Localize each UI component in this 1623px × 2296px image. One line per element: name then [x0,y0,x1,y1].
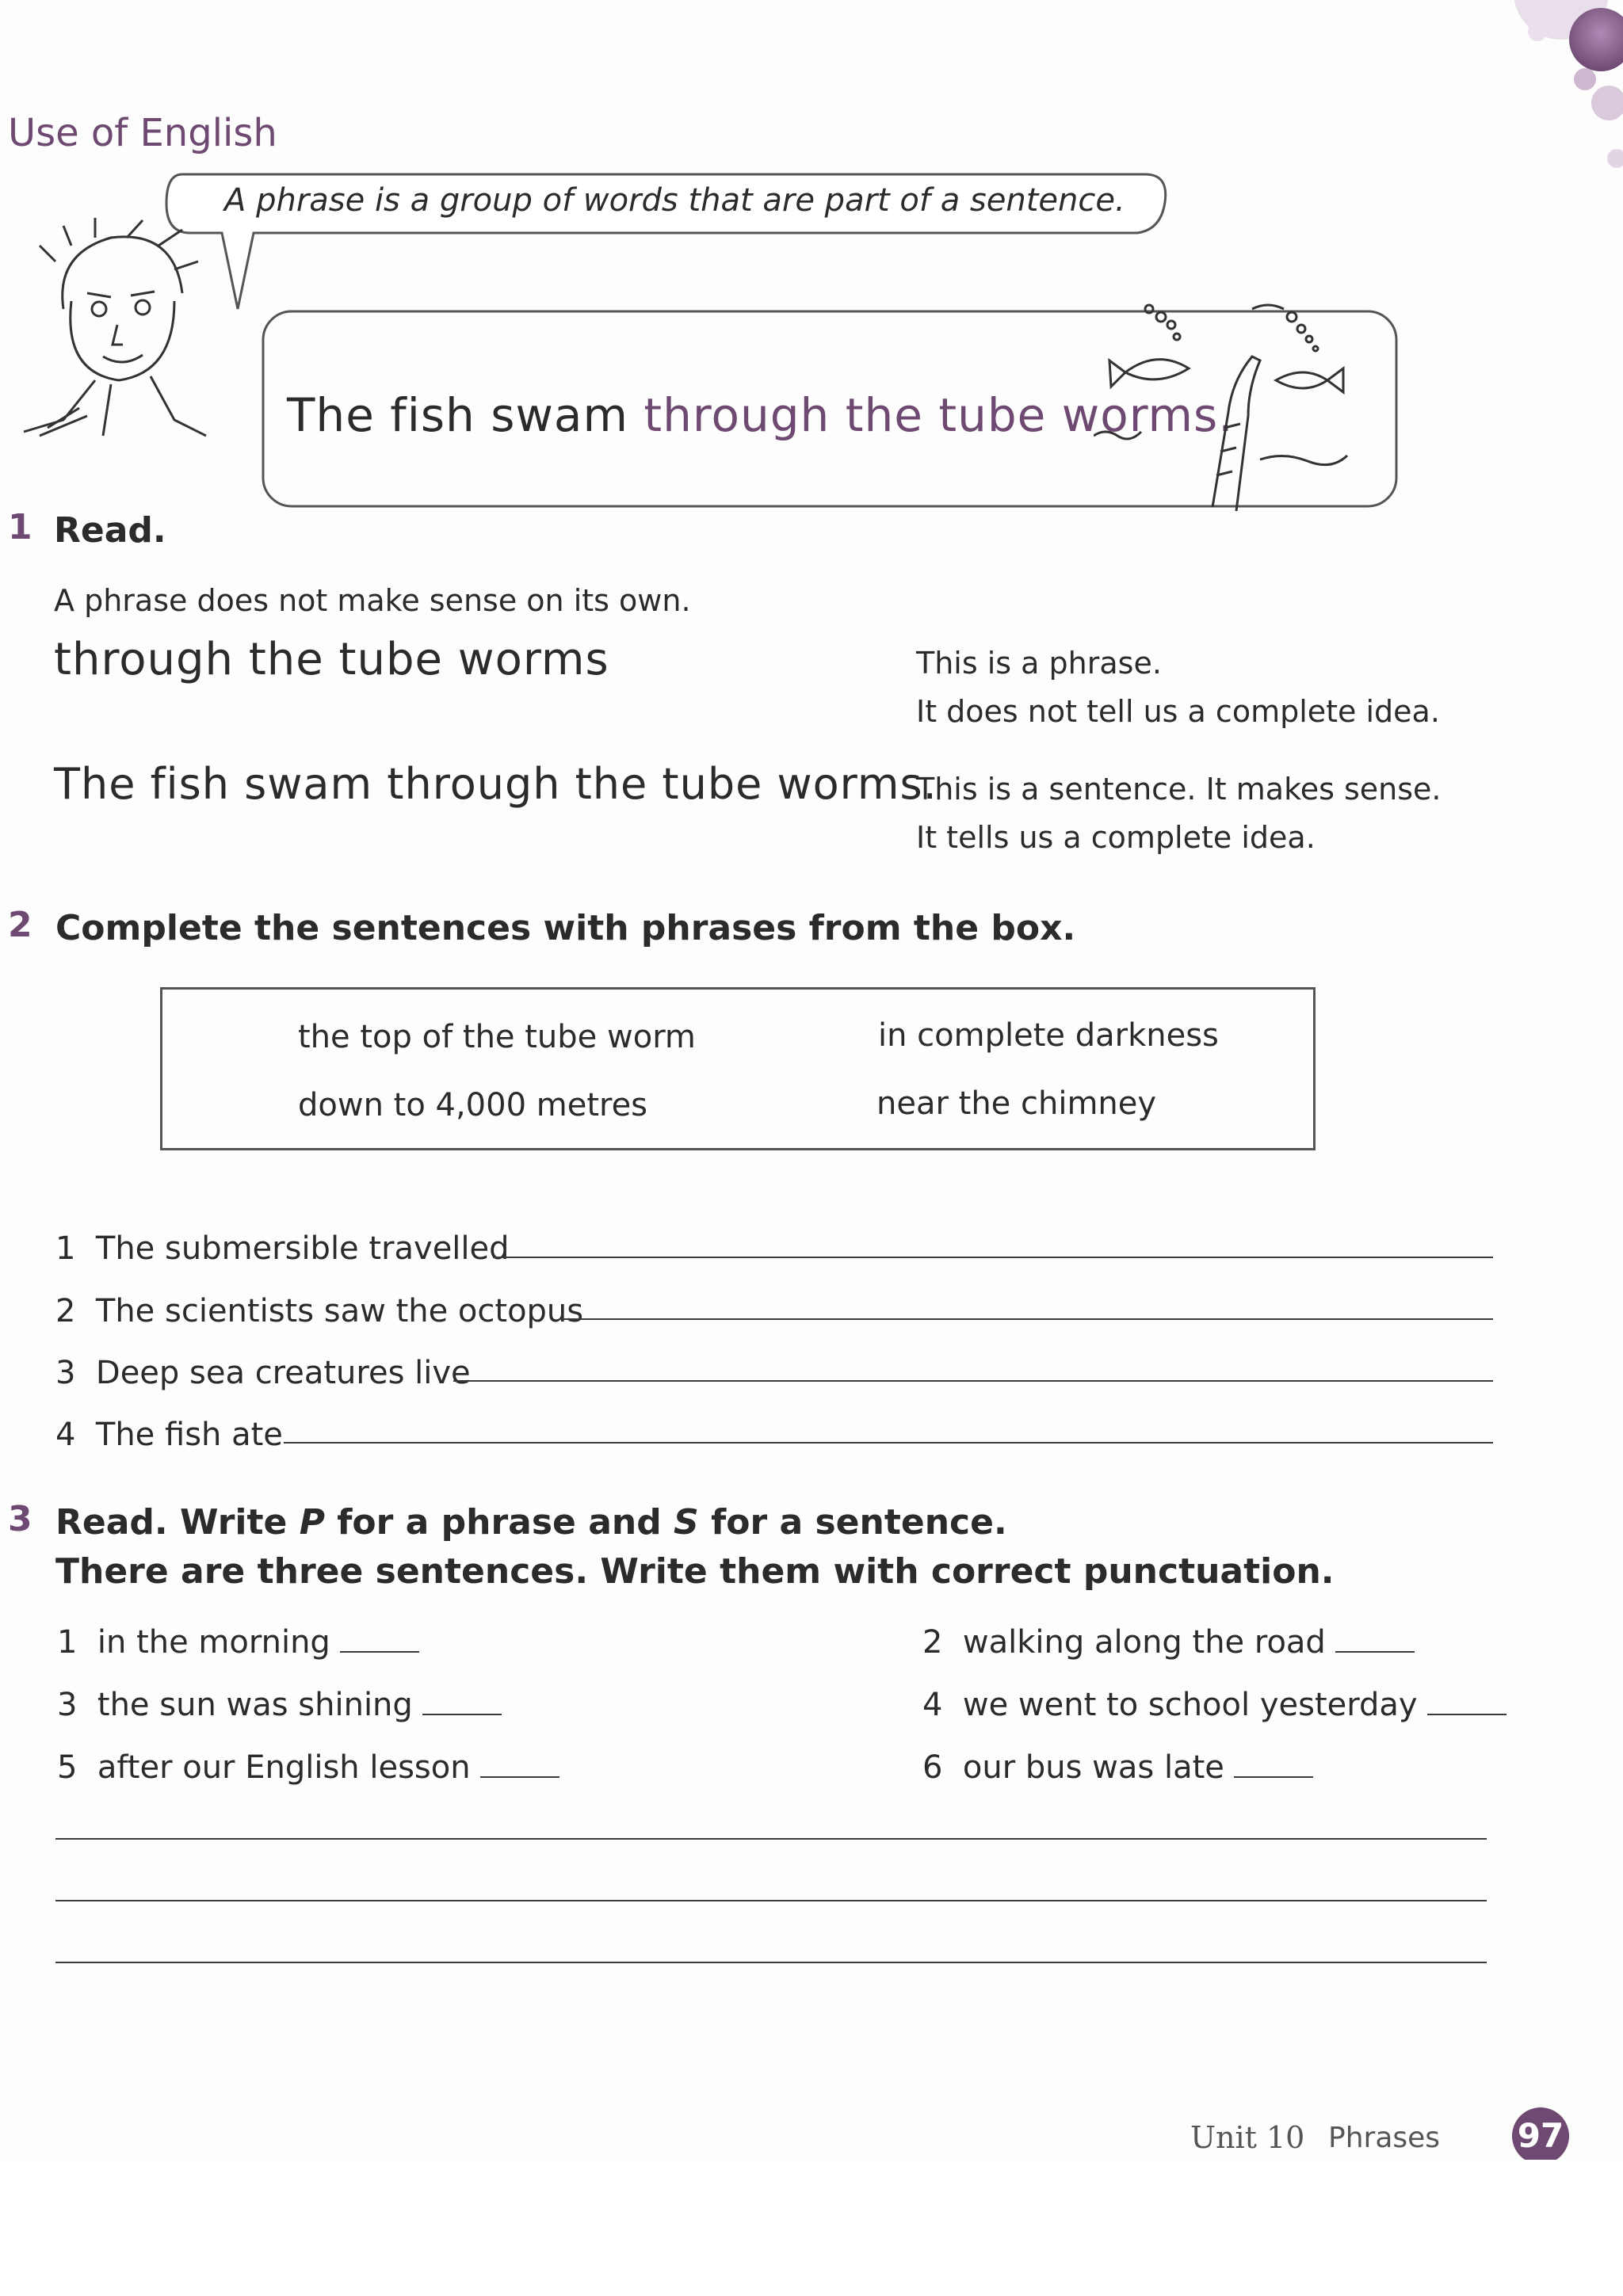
example-prefix: The fish swam [287,388,644,442]
example-sentence [287,388,1234,442]
answer-line[interactable] [493,1257,1493,1258]
instruction-part: for a sentence. [698,1502,1007,1543]
phrase-box-item: in complete darkness [878,1017,1219,1054]
item-number: 2 [55,1293,76,1329]
phrase-example: through the tube worms [54,634,609,685]
sentence-note-2: It tells us a complete idea. [916,820,1316,855]
item-number: 4 [55,1417,76,1453]
item-text: The fish ate [95,1417,283,1453]
ex2-item-1 [55,1230,510,1267]
answer-blank[interactable] [422,1714,502,1715]
item-number: 1 [57,1624,78,1661]
footer-topic: Phrases [1328,2122,1441,2154]
fish-tubeworm-illustration [1094,293,1355,515]
speech-bubble-text: A phrase is a group of words that are part of a sentence. [224,182,1125,219]
answer-line[interactable] [284,1442,1493,1444]
phrase-box [160,987,1316,1150]
answer-line[interactable] [559,1318,1493,1320]
item-text: the sun was shining [97,1687,413,1723]
exercise-3-number: 3 [8,1499,32,1539]
item-text: in the morning [97,1624,330,1661]
instruction-part: Read. Write [55,1502,300,1543]
section-title: Use of English [8,111,277,155]
ex2-item-4 [55,1417,283,1453]
ex3-item [57,1624,419,1661]
answer-blank[interactable] [480,1776,559,1778]
ex2-item-2 [55,1293,583,1329]
exercise-3-instruction-2: There are three sentences. Write them with correct punctuation. [55,1551,1335,1592]
writing-line[interactable] [55,1838,1487,1840]
answer-blank[interactable] [1335,1651,1415,1653]
item-number: 1 [55,1230,76,1267]
item-number: 2 [922,1624,943,1661]
phrase-box-item: down to 4,000 metres [298,1087,648,1123]
ex3-item [922,1687,1507,1723]
item-text: Deep sea creatures live [95,1355,471,1391]
item-number: 4 [922,1687,943,1723]
exercise-1-number: 1 [8,507,32,547]
answer-blank[interactable] [1427,1714,1507,1715]
sentence-example: The fish swam through the tube worms. [54,759,938,809]
instruction-part: for a phrase and [324,1502,674,1543]
item-text: walking along the road [962,1624,1326,1661]
sentence-note-1: This is a sentence. It makes sense. [916,772,1442,807]
item-number: 3 [55,1355,76,1391]
answer-blank[interactable] [1234,1776,1313,1778]
ex3-item [57,1687,502,1723]
boy-illustration [16,214,214,444]
answer-blank[interactable] [340,1651,419,1653]
ex3-item [922,1749,1313,1786]
item-text: we went to school yesterday [962,1687,1418,1723]
item-text: after our English lesson [97,1749,471,1786]
phrase-note-1: This is a phrase. [916,646,1162,681]
phrase-note-2: It does not tell us a complete idea. [916,694,1440,729]
exercise-2-instruction: Complete the sentences with phrases from the box. [55,908,1076,948]
item-number: 5 [57,1749,78,1786]
writing-line[interactable] [55,1962,1487,1963]
item-text: The scientists saw the octopus [95,1293,584,1329]
instruction-part: P [299,1502,325,1543]
exercise-1-instruction: Read. [54,510,166,551]
item-text: The submersible travelled [95,1230,510,1267]
writing-line[interactable] [55,1900,1487,1901]
footer-unit: Unit 10 [1190,2120,1305,2155]
decorative-dots [1442,0,1623,206]
exercise-1-intro: A phrase does not make sense on its own. [54,583,691,618]
exercise-3-instruction-1 [55,1502,1007,1543]
exercise-2-number: 2 [8,905,32,945]
answer-line[interactable] [453,1380,1493,1382]
page-number-badge: 97 [1512,2107,1569,2160]
ex3-item [57,1749,559,1786]
example-highlight: through the tube worms. [643,388,1234,442]
ex3-item [922,1624,1415,1661]
phrase-box-item: near the chimney [876,1085,1157,1122]
item-number: 3 [57,1687,78,1723]
item-text: our bus was late [962,1749,1224,1786]
ex2-item-3 [55,1355,471,1391]
instruction-part: S [674,1502,699,1543]
phrase-box-item: the top of the tube worm [298,1019,696,1055]
item-number: 6 [922,1749,943,1786]
